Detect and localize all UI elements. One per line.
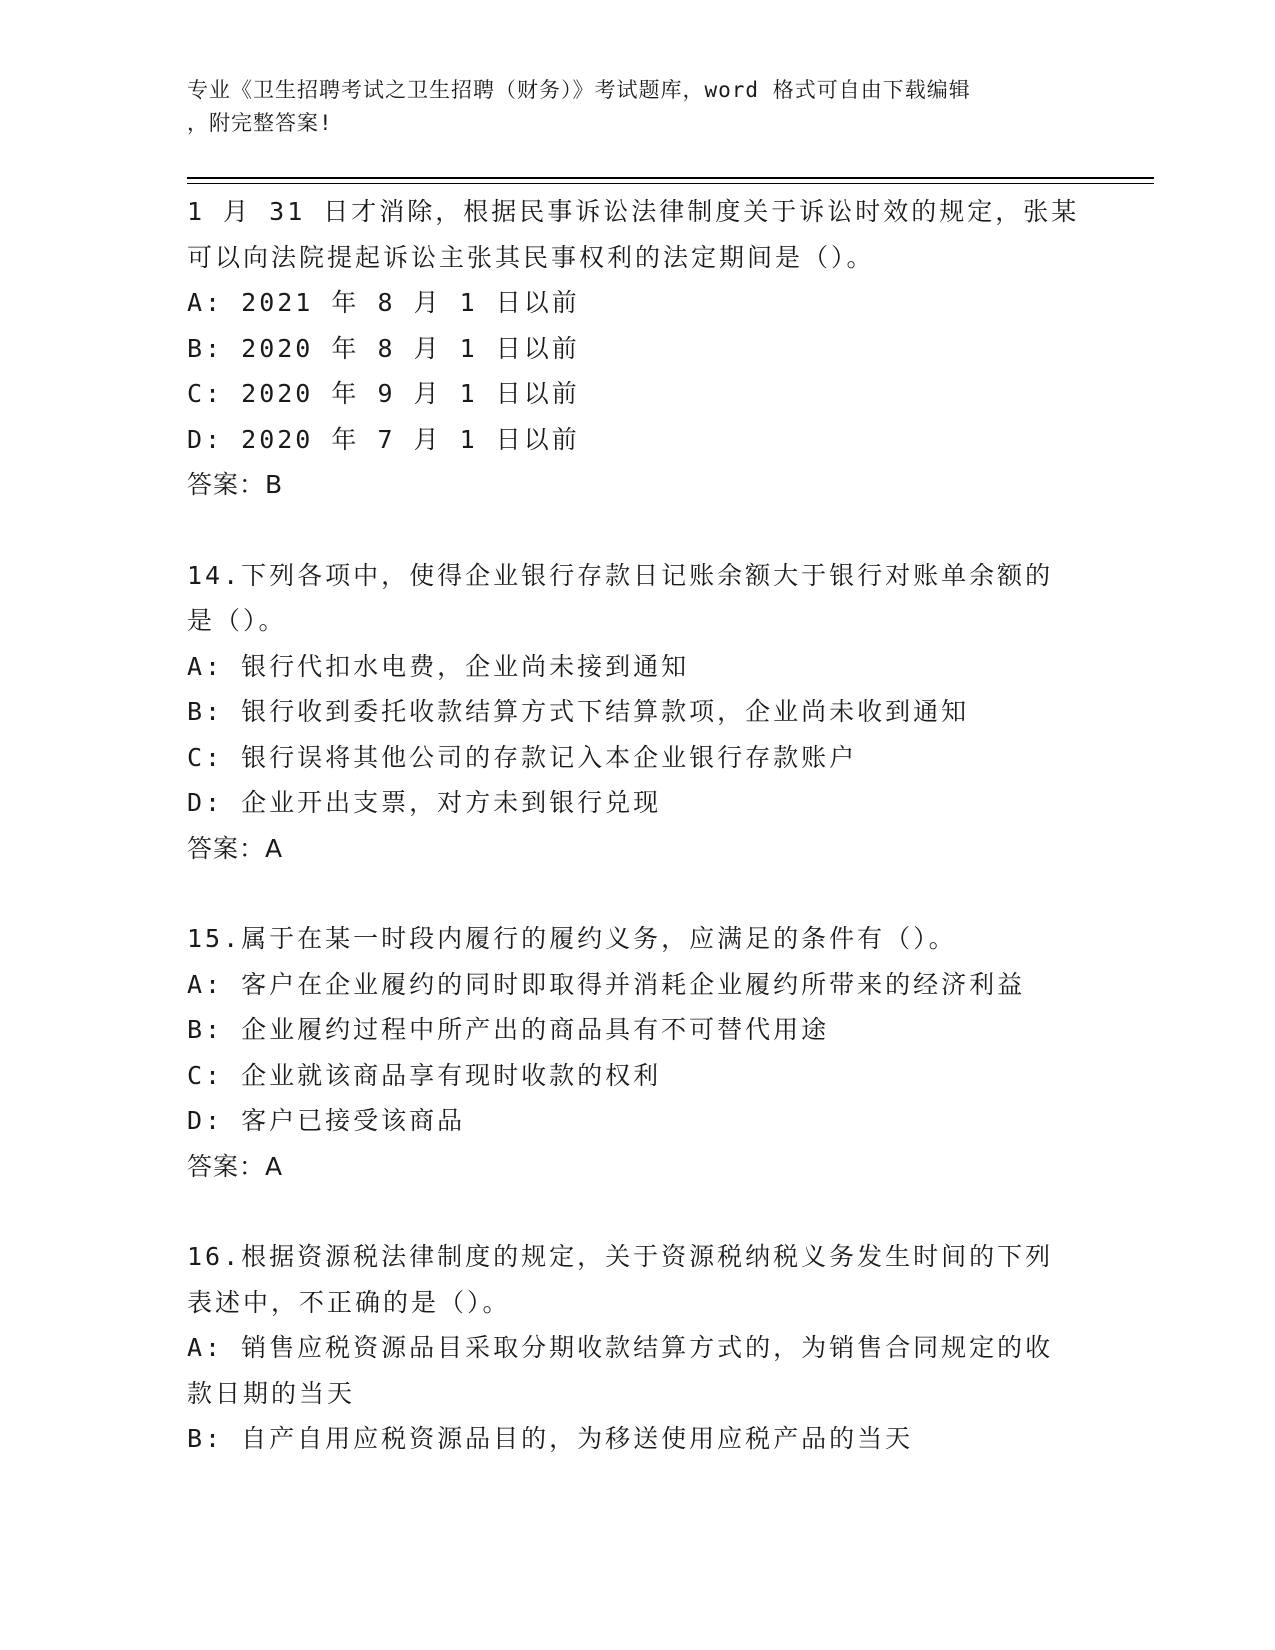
question-block — [187, 553, 1087, 872]
option-line: C: 银行误将其他公司的存款记入本企业银行存款账户 — [187, 742, 858, 772]
option-line: C: 企业就该商品享有现时收款的权利 — [187, 1060, 662, 1090]
question-stem-line: 表述中，不正确的是（）。 — [187, 1287, 511, 1317]
header-rule-thin — [187, 183, 1154, 184]
option-line: D: 2020 年 7 月 1 日以前 — [187, 424, 580, 454]
question-block — [187, 189, 1087, 508]
option-line: C: 2020 年 9 月 1 日以前 — [187, 379, 580, 408]
header-line-1: 专业《卫生招聘考试之卫生招聘（财务）》考试题库，word 格式可自由下载编辑 — [187, 78, 971, 102]
question-spacer — [187, 508, 1087, 553]
answer-line: 答案：A — [187, 833, 284, 863]
question-stem-line: 15.属于在某一时段内履行的履约义务，应满足的条件有（）。 — [187, 924, 957, 953]
question-stem-line: 16.根据资源税法律制度的规定，关于资源税纳税义务发生时间的下列 — [187, 1242, 1054, 1271]
header-rule-thick — [187, 177, 1154, 179]
question-block — [187, 916, 1087, 1189]
question-stem-line: 可以向法院提起诉讼主张其民事权利的法定期间是（）。 — [187, 242, 875, 272]
question-list — [187, 189, 1087, 1462]
option-line: A: 银行代扣水电费，企业尚未接到通知 — [187, 651, 690, 681]
option-line: B: 企业履约过程中所产出的商品具有不可替代用途 — [187, 1015, 830, 1044]
option-line: A: 销售应税资源品目采取分期收款结算方式的，为销售合同规定的收 — [187, 1333, 1054, 1362]
question-spacer — [187, 1189, 1087, 1234]
option-line: B: 2020 年 8 月 1 日以前 — [187, 333, 580, 363]
option-line: B: 银行收到委托收款结算方式下结算款项，企业尚未收到通知 — [187, 697, 970, 726]
question-stem-line: 1 月 31 日才消除，根据民事诉讼法律制度关于诉讼时效的规定，张某 — [187, 197, 1080, 226]
option-line: D: 企业开出支票，对方未到银行兑现 — [187, 788, 662, 817]
question-block — [187, 1234, 1087, 1462]
question-spacer — [187, 871, 1087, 916]
option-line: A: 2021 年 8 月 1 日以前 — [187, 288, 580, 317]
answer-line: 答案：B — [187, 470, 284, 499]
option-line: D: 客户已接受该商品 — [187, 1106, 466, 1135]
question-stem-line: 是（）。 — [187, 606, 287, 635]
option-line: B: 自产自用应税资源品目的，为移送使用应税产品的当天 — [187, 1424, 914, 1453]
option-line: 款日期的当天 — [187, 1378, 356, 1408]
question-stem-line: 14.下列各项中，使得企业银行存款日记账余额大于银行对账单余额的 — [187, 560, 1054, 590]
header-line-2: ，附完整答案! — [187, 111, 333, 135]
option-line: A: 客户在企业履约的同时即取得并消耗企业履约所带来的经济利益 — [187, 969, 1026, 999]
document-header — [187, 74, 1067, 140]
answer-line: 答案：A — [187, 1151, 284, 1181]
